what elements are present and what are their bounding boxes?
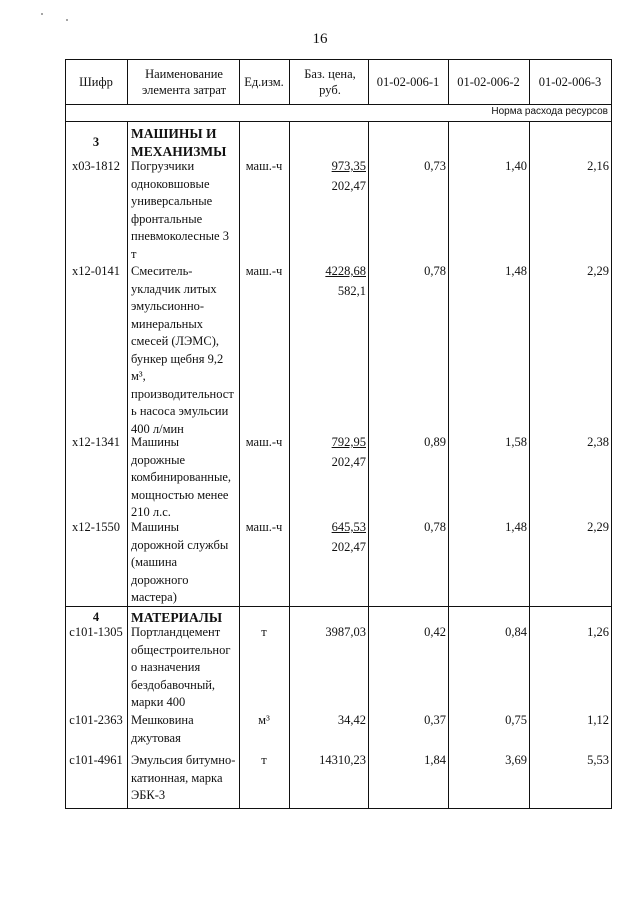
row-name-line: марки 400 <box>131 695 186 709</box>
col-separator <box>529 121 530 808</box>
row-name-line: бездобавочный, <box>131 677 216 692</box>
row-norm-01-02-006-3: 1,12 <box>587 713 609 727</box>
col-separator <box>239 121 240 808</box>
row-name-line: дорожные <box>131 452 186 467</box>
row-price: 14310,23 <box>319 753 366 767</box>
row-name-line: дорожной службы <box>131 537 229 552</box>
row-name-line: эмульсионно- <box>131 299 205 313</box>
row-name-line: дорожного <box>131 572 189 587</box>
row-name-line: общестроительног <box>131 642 231 657</box>
row-code: х12-1550 <box>72 520 120 534</box>
row-name-line: Машины <box>131 435 180 449</box>
row-name-line: мастера) <box>131 590 177 604</box>
header-name: Наименование элемента затрат <box>141 67 227 97</box>
row-name-line: фронтальные <box>131 211 203 226</box>
row-norm-01-02-006-3: 2,29 <box>587 520 609 534</box>
row-name-line: Портландцемент <box>131 625 221 639</box>
row-unit: т <box>261 625 267 639</box>
row-name-line: 210 л.с. <box>131 505 171 519</box>
row-name-line: Машины <box>131 520 180 534</box>
norm-header: Норма расхода ресурсов <box>491 106 608 117</box>
row-name-line: минеральных <box>131 316 204 331</box>
row-norm-01-02-006-1: 0,89 <box>424 435 446 449</box>
row-name-line: универсальные <box>131 194 213 208</box>
row-code: х12-1341 <box>72 435 120 449</box>
row-name-line: ь насоса эмульсии <box>131 404 229 418</box>
row-norm-01-02-006-3: 1,26 <box>587 625 609 639</box>
row-price-secondary: 202,47 <box>331 539 366 554</box>
col-separator <box>448 121 449 808</box>
col-separator <box>368 121 369 808</box>
header-col2: 01-02-006-2 <box>457 75 520 89</box>
row-norm-01-02-006-1: 0,78 <box>424 520 446 534</box>
row-norm-01-02-006-1: 1,84 <box>424 753 446 767</box>
row-unit: маш.-ч <box>245 264 283 278</box>
row-name-line: Смеситель- <box>131 264 193 278</box>
row-price: 973,35 <box>331 159 366 173</box>
row-name-line: одноковшовые <box>131 176 210 191</box>
row-name-line: мощностью менее <box>131 487 229 502</box>
row-norm-01-02-006-3: 2,29 <box>587 264 609 278</box>
row-norm-01-02-006-1: 0,73 <box>424 159 446 173</box>
row-norm-01-02-006-2: 1,48 <box>505 520 527 534</box>
section-number: 4 <box>92 610 100 624</box>
row-unit: маш.-ч <box>245 159 283 173</box>
row-name-line: (машина <box>131 555 178 569</box>
col-separator <box>127 121 128 808</box>
table-bottom-border <box>65 808 612 809</box>
row-unit: маш.-ч <box>245 520 283 534</box>
col-separator <box>289 59 290 104</box>
section-title: МАТЕРИАЛЫ <box>131 610 223 625</box>
section-title: МАШИНЫ И <box>131 126 217 141</box>
row-price-secondary: 582,1 <box>337 283 366 298</box>
row-norm-01-02-006-3: 2,38 <box>587 435 609 449</box>
header-bottom-border <box>65 104 612 105</box>
row-price-secondary: 202,47 <box>331 178 366 193</box>
col-separator <box>127 59 128 104</box>
row-price-secondary: 202,47 <box>331 454 366 469</box>
row-unit: маш.-ч <box>245 435 283 449</box>
row-name-line: пневмоколесные 3 <box>131 229 229 243</box>
row-code: х03-1812 <box>72 159 120 173</box>
row-name-line: т <box>131 246 137 261</box>
row-norm-01-02-006-2: 0,84 <box>505 625 527 639</box>
row-norm-01-02-006-1: 0,37 <box>424 713 446 727</box>
header-price: Баз. цена, руб. <box>304 67 356 97</box>
row-name-line: смесей (ЛЭМС), <box>131 334 220 348</box>
row-name-line: бункер щебня 9,2 <box>131 351 224 366</box>
row-name-line: производительност <box>131 386 234 401</box>
header-col1: 01-02-006-1 <box>376 75 440 89</box>
row-code: с101-1305 <box>69 625 123 639</box>
row-unit: т <box>261 753 267 767</box>
scan-dot <box>66 19 68 21</box>
row-name-line: комбинированные, <box>131 470 232 484</box>
row-code: с101-4961 <box>69 753 123 767</box>
row-norm-01-02-006-2: 1,40 <box>505 159 527 173</box>
row-name-line: 400 л/мин <box>131 421 184 436</box>
row-price: 4228,68 <box>325 264 366 278</box>
row-name-line: укладчик литых <box>131 281 217 296</box>
row-norm-01-02-006-3: 2,16 <box>587 159 609 173</box>
row-norm-01-02-006-2: 1,58 <box>505 435 527 449</box>
row-name-line: м³, <box>131 369 146 383</box>
row-norm-01-02-006-1: 0,42 <box>424 625 446 639</box>
row-norm-01-02-006-1: 0,78 <box>424 264 446 278</box>
row-price: 792,95 <box>331 435 366 449</box>
table-right-border <box>611 59 612 808</box>
row-name-line: о назначения <box>131 660 201 674</box>
section-number: 3 <box>92 135 100 149</box>
row-price: 645,53 <box>331 520 366 534</box>
row-unit: м³ <box>258 713 270 727</box>
scan-dot <box>41 13 43 15</box>
row-price: 3987,03 <box>325 625 366 639</box>
row-price: 34,42 <box>337 713 366 727</box>
header-code: Шифр <box>79 75 113 89</box>
row-name-line: ЭБК-3 <box>131 788 166 802</box>
row-norm-01-02-006-2: 1,48 <box>505 264 527 278</box>
row-norm-01-02-006-2: 0,75 <box>505 713 527 727</box>
row-name-line: Мешковина <box>131 713 194 727</box>
row-code: с101-2363 <box>69 713 123 727</box>
row-name-line: джутовая <box>131 730 181 745</box>
header-col3: 01-02-006-3 <box>538 75 602 89</box>
row-name-line: Эмульсия битумно- <box>131 753 236 767</box>
row-name-line: катионная, марка <box>131 770 223 785</box>
row-code: х12-0141 <box>72 264 120 278</box>
row-norm-01-02-006-3: 5,53 <box>587 753 609 767</box>
row-name-line: Погрузчики <box>131 159 195 173</box>
header-unit: Ед.изм. <box>244 75 284 89</box>
page-number: 16 <box>312 31 328 47</box>
section-title: МЕХАНИЗМЫ <box>131 143 227 159</box>
row-norm-01-02-006-2: 3,69 <box>505 753 527 767</box>
